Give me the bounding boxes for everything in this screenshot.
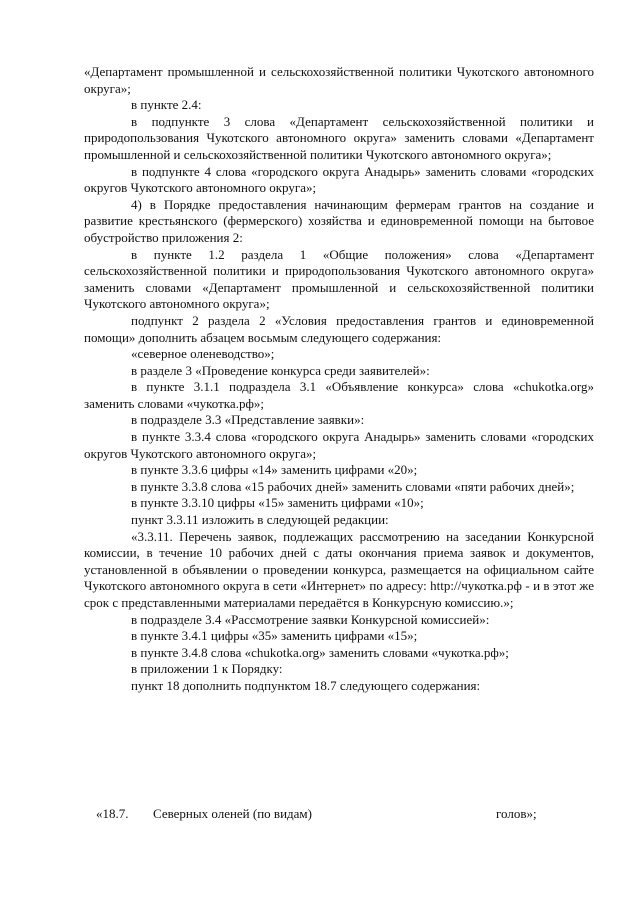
row-unit: голов»; xyxy=(496,806,537,821)
paragraph-17: «3.3.11. Перечень заявок, подлежащих рассмотрению на заседании Конкурсной комиссии, в течение 10 рабочих дней с даты окончания приема заявок и документов, установленной в объявлении о проведении конкурса, размещается на официальном сайте Чукотского автономного округа в сети «Интернет» по адресу: http://чукотка.рф - и в этот же срок с представленными материалами передаётся в Конкурсную комиссию.»; xyxy=(84,528,594,610)
paragraph-1: «Департамент промышленной и сельскохозяйственной политики Чукотского автономного округа»; xyxy=(84,64,594,96)
paragraph-16: пункт 3.3.11 изложить в следующей редакции: xyxy=(131,512,389,528)
paragraph-20: в пункте 3.4.8 слова «chukotka.org» заменить словами «чукотка.рф»; xyxy=(131,644,509,660)
paragraph-12: в пункте 3.3.4 слова «городского округа Анадырь» заменить словами «городских округов Чукотского автономного округа»; xyxy=(84,429,594,461)
document-body xyxy=(84,64,594,695)
paragraph-5: 4) в Порядке предоставления начинающим фермерам грантов на создание и развитие крестьянского (фермерского) хозяйства и единовременной помощи на бытовое обустройство приложения 2: xyxy=(84,196,594,245)
paragraph-2: в пункте 2.4: xyxy=(131,97,202,113)
paragraph-11: в подразделе 3.3 «Представление заявки»: xyxy=(131,412,365,428)
paragraph-19: в пункте 3.4.1 цифры «35» заменить цифрами «15»; xyxy=(131,628,418,644)
paragraph-22: пункт 18 дополнить подпунктом 18.7 следующего содержания: xyxy=(131,677,481,693)
paragraph-6: в пункте 1.2 раздела 1 «Общие положения» слова «Департамент сельскохозяйственной политики и природопользования Чукотского автономного округа» заменить словами «Департамент промышленной и сельскохозяйственной политики Чукотского автономного округа»; xyxy=(84,246,594,312)
paragraph-15: в пункте 3.3.10 цифры «15» заменить цифрами «10»; xyxy=(131,495,424,511)
paragraph-9: в разделе 3 «Проведение конкурса среди заявителей»: xyxy=(131,362,430,378)
paragraph-13: в пункте 3.3.6 цифры «14» заменить цифрами «20»; xyxy=(131,462,418,478)
row-name: Северных оленей (по видам) xyxy=(153,806,312,821)
paragraph-14: в пункте 3.3.8 слова «15 рабочих дней» заменить словами «пяти рабочих дней»; xyxy=(131,478,575,494)
table-row-18-7 xyxy=(96,806,546,824)
paragraph-7: подпункт 2 раздела 2 «Условия предоставления грантов и единовременной помощи» дополнить абзацем восьмым следующего содержания: xyxy=(84,312,594,345)
paragraph-10: в пункте 3.1.1 подраздела 3.1 «Объявление конкурса» слова «chukotka.org» заменить словами «чукотка.рф»; xyxy=(84,379,594,411)
paragraph-18: в подразделе 3.4 «Рассмотрение заявки Конкурсной комиссией»: xyxy=(131,611,490,627)
row-number: «18.7. xyxy=(96,806,129,821)
paragraph-8: «северное оленеводство»; xyxy=(131,346,275,362)
paragraph-21: в приложении 1 к Порядку: xyxy=(131,661,283,677)
paragraph-4: в подпункте 4 слова «городского округа Анадырь» заменить словами «городских округов Чукотского автономного округа»; xyxy=(84,163,594,196)
paragraph-3: в подпункте 3 слова «Департамент сельскохозяйственной политики и природопользования Чукотского автономного округа» заменить словами «Департамент промышленной и сельскохозяйственной политики Чукотского автономного округа»; xyxy=(84,113,594,162)
